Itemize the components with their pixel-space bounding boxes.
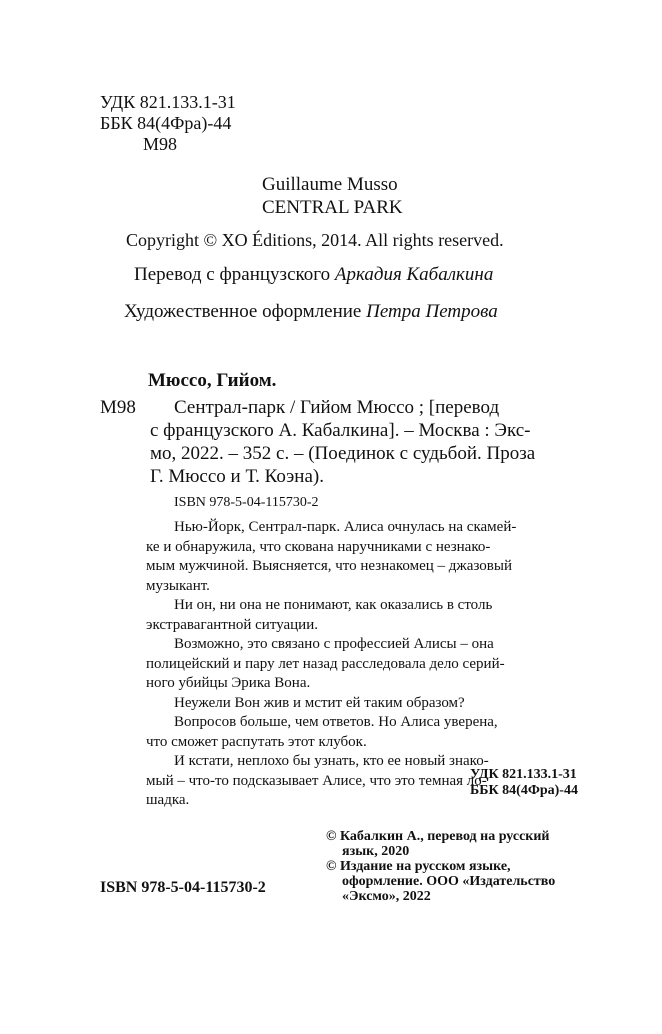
copyright-notices	[326, 829, 555, 904]
annotation-line: мым мужчиной. Выясняется, что незнакомец – джазовый	[146, 558, 512, 574]
bottom-udk-code: УДК 821.133.1-31	[470, 767, 577, 782]
annotation-line: ке и обнаружила, что скована наручниками с незнако-	[146, 538, 491, 555]
catalog-description	[150, 396, 586, 488]
annotation-line: ного убийцы Эрика Вона.	[146, 675, 311, 691]
translation-credit	[134, 263, 493, 287]
bottom-bbk-code: ББК 84(4Фра)-44	[470, 783, 578, 798]
annotation-line: полицейский и пару лет назад расследовала дело серий-	[146, 655, 505, 672]
udk-code: УДК 821.133.1-31	[100, 92, 236, 112]
catalog-line: Г. Мюссо и Т. Коэна).	[150, 466, 324, 487]
design-prefix: Художественное оформление	[124, 301, 362, 322]
annotation-line: Неужели Вон жив и мстит ей таким образом?	[174, 694, 465, 711]
catalog-line: с французского А. Кабалкина]. – Москва : Экс-	[150, 420, 531, 441]
catalog-line: мо, 2022. – 352 с. – (Поединок с судьбой. Проза	[150, 443, 536, 464]
copyright-line: Copyright © XO Éditions, 2014. All rights reserved.	[126, 230, 504, 250]
catalog-isbn: ISBN 978-5-04-115730-2	[174, 495, 319, 510]
designer-name: Петра Петрова	[366, 301, 498, 322]
original-author: Guillaume Musso	[262, 174, 398, 195]
copyright-notice-line: «Эксмо», 2022	[342, 889, 431, 904]
catalog-heading: Мюссо, Гийом.	[148, 370, 277, 391]
copyright-notice-line: © Издание на русском языке,	[326, 859, 511, 874]
annotation-line: Вопросов больше, чем ответов. Но Алиса уверена,	[174, 714, 498, 730]
copyright-notice-line: язык, 2020	[342, 844, 410, 859]
annotation-line: что сможет распутать этот клубок.	[146, 733, 367, 750]
annotation-line: Ни он, ни она не понимают, как оказались в столь	[174, 597, 493, 613]
translation-prefix: Перевод с французского	[134, 264, 331, 285]
bottom-isbn: ISBN 978-5-04-115730-2	[100, 879, 266, 896]
author-mark: М98	[143, 134, 178, 154]
catalog-line: Сентрал-парк / Гийом Мюссо ; [перевод	[174, 397, 500, 418]
annotation-line: Нью-Йорк, Сентрал-парк. Алиса очнулась на скамей-	[174, 519, 517, 535]
bbk-code: ББК 84(4Фра)-44	[100, 113, 232, 133]
annotation-line: шадка.	[146, 792, 190, 808]
copyright-notice-line: © Кабалкин А., перевод на русский	[326, 829, 550, 844]
translator-name: Аркадия Кабалкина	[334, 264, 494, 285]
annotation-line: музыкант.	[146, 577, 210, 594]
original-title: CENTRAL PARK	[262, 197, 403, 218]
annotation-line: Возможно, это связано с профессией Алисы – она	[174, 636, 494, 652]
copyright-notice-line: оформление. ООО «Издательство	[342, 874, 556, 889]
annotation-line: экстравагантной ситуации.	[146, 616, 318, 633]
annotation-line: мый – что-то подсказывает Алисе, что это темная ло-	[146, 772, 487, 789]
catalog-mark: М98	[100, 397, 136, 418]
annotation-line: И кстати, неплохо бы узнать, кто ее новый знако-	[174, 753, 489, 769]
design-credit	[124, 300, 498, 324]
